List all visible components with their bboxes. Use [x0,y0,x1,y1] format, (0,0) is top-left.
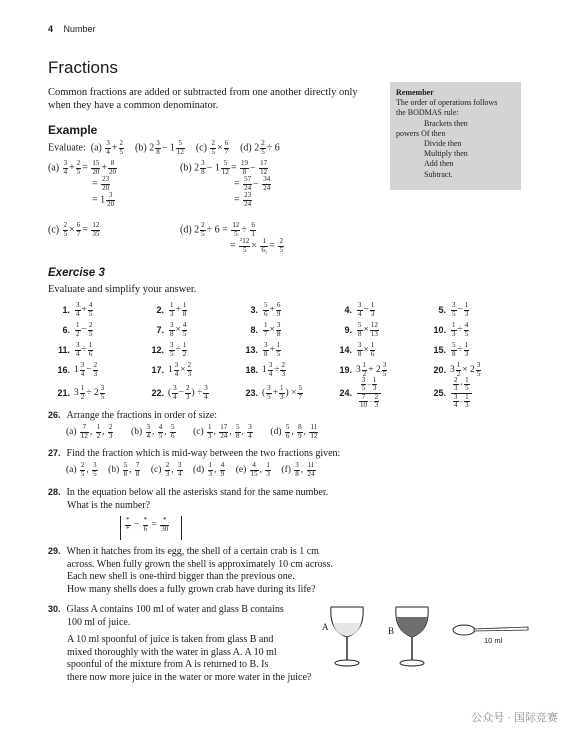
item-number: 5. [438,305,446,315]
example-c-work: (c) $\frac{2}{5}$ × $\frac{6}{7}$ = $\frac{12}{35}$ [48,221,100,238]
remember-line: powers Of then [396,128,446,138]
question-text: 100 ml of juice. [67,616,131,628]
evaluate-label: Evaluate: [48,142,86,154]
item-number: 13. [245,345,258,355]
remember-line: the BODMAS rule: [396,108,459,118]
question-text: Arrange the fractions in order of size: [66,410,218,421]
question-text: there now more juice in the water or more water in the juice? [67,671,312,683]
part-label: (d) [240,142,252,154]
item-number: 25. [433,388,446,398]
item-number: 10. [433,325,446,335]
question-text: across. When fully grown the shell is approximately 10 cm across. [67,558,333,570]
item-number: 9. [344,325,352,335]
remember-title: Remember [396,88,434,97]
question-text: In the equation below all the asterisks stand for the same number. [66,487,329,498]
intro-text: Common fractions are added or subtracted from one another directly only when they have a common denominator. [48,87,358,111]
question-26 [48,409,217,423]
item-number: 18. [245,365,258,375]
glass-b-label: B [388,626,395,636]
example-evaluate: Evaluate: (a) $\frac{3}{4}$ + $\frac{2}{5}$ (b) 2 $\frac{3}{8}$ − 1 $\frac{5}{12}$ (c) $\frac{2}{5}$ × $\frac{6}{7}$ (d) 2 $\frac{2}{5}$ ÷ 6 [48,139,280,156]
exercise-grid: 1. 3 4 + 4 5 2. 1 3 + 1 8 3. 5 6 + 6 9 4. 3 4 − 1 3 5. 3 5 − 1 3 6. 1 2 − 2 5 7. 3 8 × 4 5 8. 1 7 × 3 8 9. 5 8 × 12 13 10. 1 3 ÷ 4 5 11. 3 4 ÷ 1 6 12. 3 5 ÷ 1 2 13. 3 8 + 1 5 14. 3 8 × 1 6 15. 5 8 ÷ 1 3 16. 1 3 4 − 2 3 17. 1 3 4 × 2 3 18. 1 3 4 ÷ 2 3 19. 3 1 2 + 2 3 5 20. 3 1 2 × 2 3 5 21. 3 1 2 ÷ 2 3 5 22. ( 3 4 − 2 3 ) ÷ 3 4 23. ( 3 5 + 1 3 ) × 5 7 24. $\frac{3}{5}$ − $\frac{1}{3}$ $\frac{7}{10}$ − $\frac{2}{3}$ 25. $\frac{2}{3}$ + $\frac{1}{5}$ $\frac{3}{4}$ − $\frac{1}{3}$ [52,300,532,406]
glass-a-label: A [322,622,329,632]
item-number: 1. [62,305,70,315]
item-number: 15. [433,345,446,355]
remember-line: Brackets then [424,118,468,128]
item-number: 2. [156,305,164,315]
item-number: 14. [339,345,352,355]
item-number: 12. [151,345,164,355]
part-label: (b) [108,465,120,476]
question-text: What is the number? [67,499,151,511]
example-d-work: (d) 2 $\frac{2}{5}$ ÷ 6 = $\frac{12}{5}$ ÷ $\frac{6}{1}$ = $\frac{\text{²12}}{5}$ × $\frac{1}{\text{6₁}}$ = $\frac{2}{5}$ [180,221,283,254]
question-29 [48,545,333,596]
denominator: 6 [143,524,148,533]
exercise-instruction: Evaluate and simplify your answer. [48,284,197,295]
part-label: (e) [235,465,247,476]
item-number: 3. [250,305,258,315]
page-number: 4 [48,24,54,34]
remember-line: Multiply then [424,149,468,159]
item-number: 16. [57,365,70,375]
part-label: (b) [131,427,143,438]
question-number: 26. [48,410,61,420]
part-label: (a) [90,142,102,154]
spoon-label: 10 ml [484,636,503,645]
page-title: Fractions [48,58,118,77]
remember-line: Divide then [424,139,462,149]
item-number: 19. [339,365,352,375]
part-label: (a) [66,465,77,476]
part-label: (c) [195,142,207,154]
remember-box [390,82,521,190]
question-text: How many shells does a fully grown crab have during its life? [67,583,316,595]
question-text: mixed thoroughly with the water in glass A. A 10 ml [67,646,277,658]
remember-line: Add then [424,159,454,169]
question-text: Glass A contains 100 ml of water and glass B contains [66,604,284,615]
question-text: A 10 ml spoonful of juice is taken from glass B and [67,634,274,645]
remember-line: Subtract. [424,169,453,179]
section-name: Number [63,24,96,34]
example-title: Example [48,123,98,137]
item-number: 4. [344,305,352,315]
question-number: 30. [48,604,61,614]
question-number: 27. [48,448,61,458]
question-27 [48,447,340,461]
item-number: 17. [151,365,164,375]
glass-a-icon [328,605,366,669]
question-text: spoonful of the mixture from A is returned to B. Is [67,659,269,670]
question-text: When it hatches from its egg, the shell of a certain crab is 1 cm [66,546,319,557]
page-header [48,24,96,34]
question-number: 28. [48,487,61,497]
question-27-parts: (a) $\frac{2}{5}$ , $\frac{3}{5}$ (b) $\frac{5}{8}$ , $\frac{7}{8}$ (c) $\frac{2}{3}$ , $\frac{3}{4}$ (d) $\frac{1}{3}$ , $\frac{4}{9}$ (e) $\frac{4}{15}$ , $\frac{1}{3}$ (f) $\frac{3}{8}$ , $\frac{11}{24}$ [66,461,315,478]
example-a-work: (a) $\frac{3}{4}$ + $\frac{2}{5}$ = $\frac{15}{20}$ + $\frac{8}{20}$ = $\frac{23}{20}$ = 1 $\frac{3}{20}$ [48,159,117,208]
part-label: (b) [135,142,147,154]
question-text: Each new shell is one-third bigger than the previous one. [67,571,295,582]
exercise-title: Exercise 3 [48,267,105,279]
question-28 [48,486,328,512]
part-label: (d) [270,427,282,438]
denominator: 30 [161,524,169,533]
question-30 [48,603,311,684]
item-number: 21. [57,388,70,398]
item-number: 11. [57,345,70,355]
item-number: 23. [245,388,258,398]
part-label: (d) [193,465,205,476]
remember-line: The order of operations follows [396,98,498,108]
part-label: (c) [193,427,204,438]
question-number: 29. [48,546,61,556]
equation: * * − * 6 = * 30 [126,516,169,533]
question-26-parts: (a) $\frac{7}{12}$ , $\frac{1}{2}$ , $\frac{2}{3}$ (b) $\frac{3}{4}$ , $\frac{4}{5}$ , $\frac{5}{6}$ (c) $\frac{1}{3}$ , $\frac{17}{24}$ , $\frac{5}{8}$ , $\frac{3}{4}$ (d) $\frac{5}{6}$ , $\frac{8}{9}$ , $\frac{11}{12}$ [66,423,318,440]
part-label: (c) [150,465,162,476]
item-number: 20. [433,365,446,375]
item-number: 24. [339,388,352,398]
example-b-work: (b) 2 $\frac{3}{8}$ − 1 $\frac{5}{12}$ = $\frac{19}{8}$ − $\frac{17}{12}$ = $\frac{57}{24}$ − $\frac{34}{24}$ = $\frac{23}{24}$ [180,159,271,208]
part-label: (a) [66,427,77,438]
item-number: 6. [62,325,70,335]
item-number: 7. [156,325,164,335]
glass-b-icon [393,605,431,669]
question-text: Find the fraction which is mid-way between the two fractions given: [66,448,341,459]
watermark: 公众号 · 国际竞赛 [471,712,558,724]
item-number: 8. [250,325,258,335]
item-number: 22. [151,388,164,398]
part-label: (f) [281,465,291,476]
